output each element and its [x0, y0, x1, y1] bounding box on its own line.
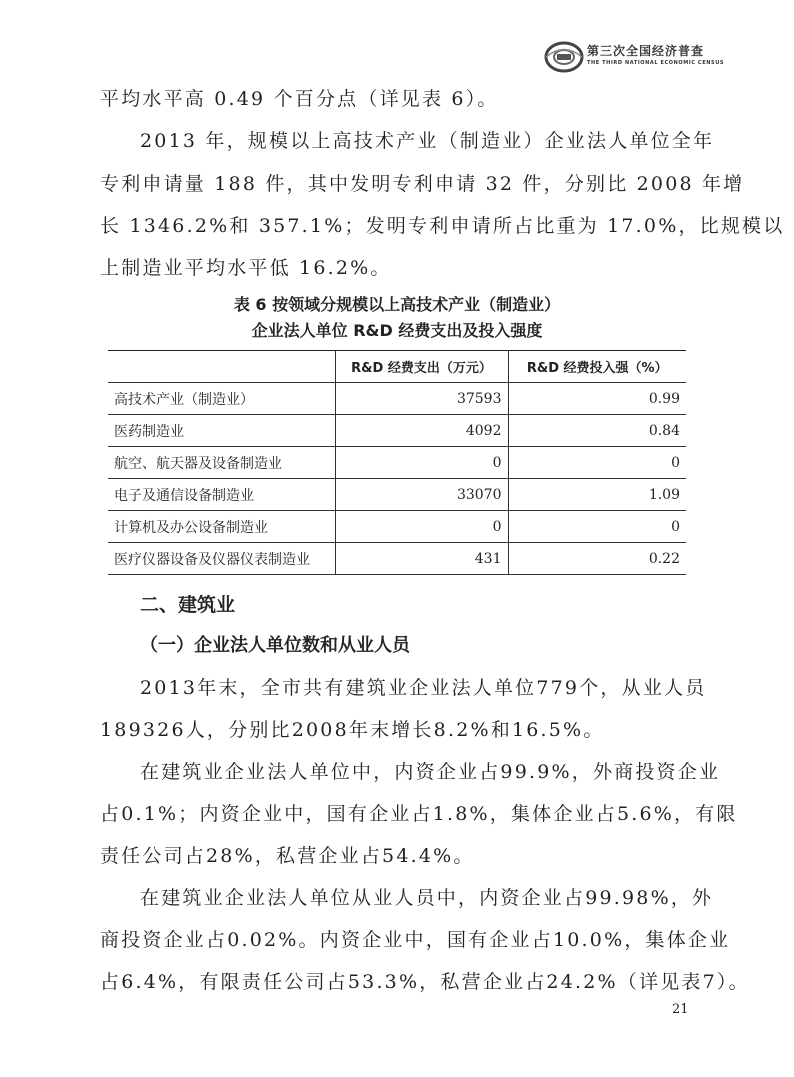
census-logo: [543, 40, 743, 74]
logo-title-cn: 第三次全国经济普查: [587, 44, 705, 58]
table-cell: 431: [335, 543, 508, 575]
paragraph-line: 专利申请量 188 件，其中发明专利申请 32 件，分别比 2008 年增: [100, 173, 745, 195]
table-cell: 4092: [335, 415, 508, 447]
paragraph-line: 在建筑业企业法人单位中，内资企业占99.9%，外商投资企业: [140, 761, 721, 783]
table-header-cell: [108, 351, 335, 383]
table-cell: 37593: [335, 383, 508, 415]
paragraph-line: 上制造业平均水平低 16.2%。: [100, 257, 392, 279]
section-subheading: （一）企业法人单位数和从业人员: [140, 635, 410, 656]
logo-title-en: THE THIRD NATIONAL ECONOMIC CENSUS: [587, 60, 725, 66]
table-cell: 1.09: [508, 479, 686, 511]
table-cell: 0: [335, 447, 508, 479]
table-row: [108, 511, 686, 543]
paragraph-line: 商投资企业占0.02%。内资企业中，国有企业占10.0%，集体企业: [100, 929, 731, 951]
table-header-cell: R&D 经费投入强（%）: [508, 351, 686, 383]
table-cell: 0.84: [508, 415, 686, 447]
paragraph-line: 2013 年，规模以上高技术产业（制造业）企业法人单位全年: [140, 130, 715, 152]
table-cell: 高技术产业（制造业）: [108, 383, 335, 415]
table-cell: 0: [335, 511, 508, 543]
paragraph-line: 长 1346.2%和 357.1%；发明专利申请所占比重为 17.0%，比规模以: [100, 215, 785, 237]
table-cell: 航空、航天器及设备制造业: [108, 447, 335, 479]
table-caption-line2: 企业法人单位 R&D 经费支出及投入强度: [251, 321, 543, 340]
paragraph-line: 189326人，分别比2008年末增长8.2%和16.5%。: [100, 719, 605, 741]
table-header-cell: R&D 经费支出（万元）: [335, 351, 508, 383]
table-row: [108, 479, 686, 511]
table-cell: 医疗仪器设备及仪器仪表制造业: [108, 543, 335, 575]
paragraph-line: 2013年末，全市共有建筑业企业法人单位779个，从业人员: [140, 677, 707, 699]
section-heading: 二、建筑业: [140, 594, 236, 616]
table-6: [108, 350, 686, 575]
paragraph-line: 责任公司占28%，私营企业占54.4%。: [100, 845, 475, 867]
table-cell: 0: [508, 447, 686, 479]
table-cell: 0.99: [508, 383, 686, 415]
table-row: [108, 383, 686, 415]
table-cell: 0.22: [508, 543, 686, 575]
paragraph-line: 平均水平高 0.49 个百分点（详见表 6）。: [100, 88, 499, 110]
table-caption-line1: 表 6 按领域分规模以上高技术产业（制造业）: [233, 295, 561, 314]
table-cell: 0: [508, 511, 686, 543]
table-cell: 33070: [335, 479, 508, 511]
paragraph-line: 占0.1%；内资企业中，国有企业占1.8%，集体企业占5.6%，有限: [100, 803, 738, 825]
paragraph-line: 占6.4%，有限责任公司占53.3%，私营企业占24.2%（详见表7）。: [100, 971, 750, 993]
table-cell: 计算机及办公设备制造业: [108, 511, 335, 543]
page-number: 21: [672, 1002, 689, 1017]
table-row: [108, 447, 686, 479]
table-cell: 医药制造业: [108, 415, 335, 447]
census-emblem-icon: [543, 40, 585, 74]
paragraph-line: 在建筑业企业法人单位从业人员中，内资企业占99.98%，外: [140, 887, 714, 909]
table-row: [108, 543, 686, 575]
table-header-row: [108, 351, 686, 383]
table-row: [108, 415, 686, 447]
table-cell: 电子及通信设备制造业: [108, 479, 335, 511]
